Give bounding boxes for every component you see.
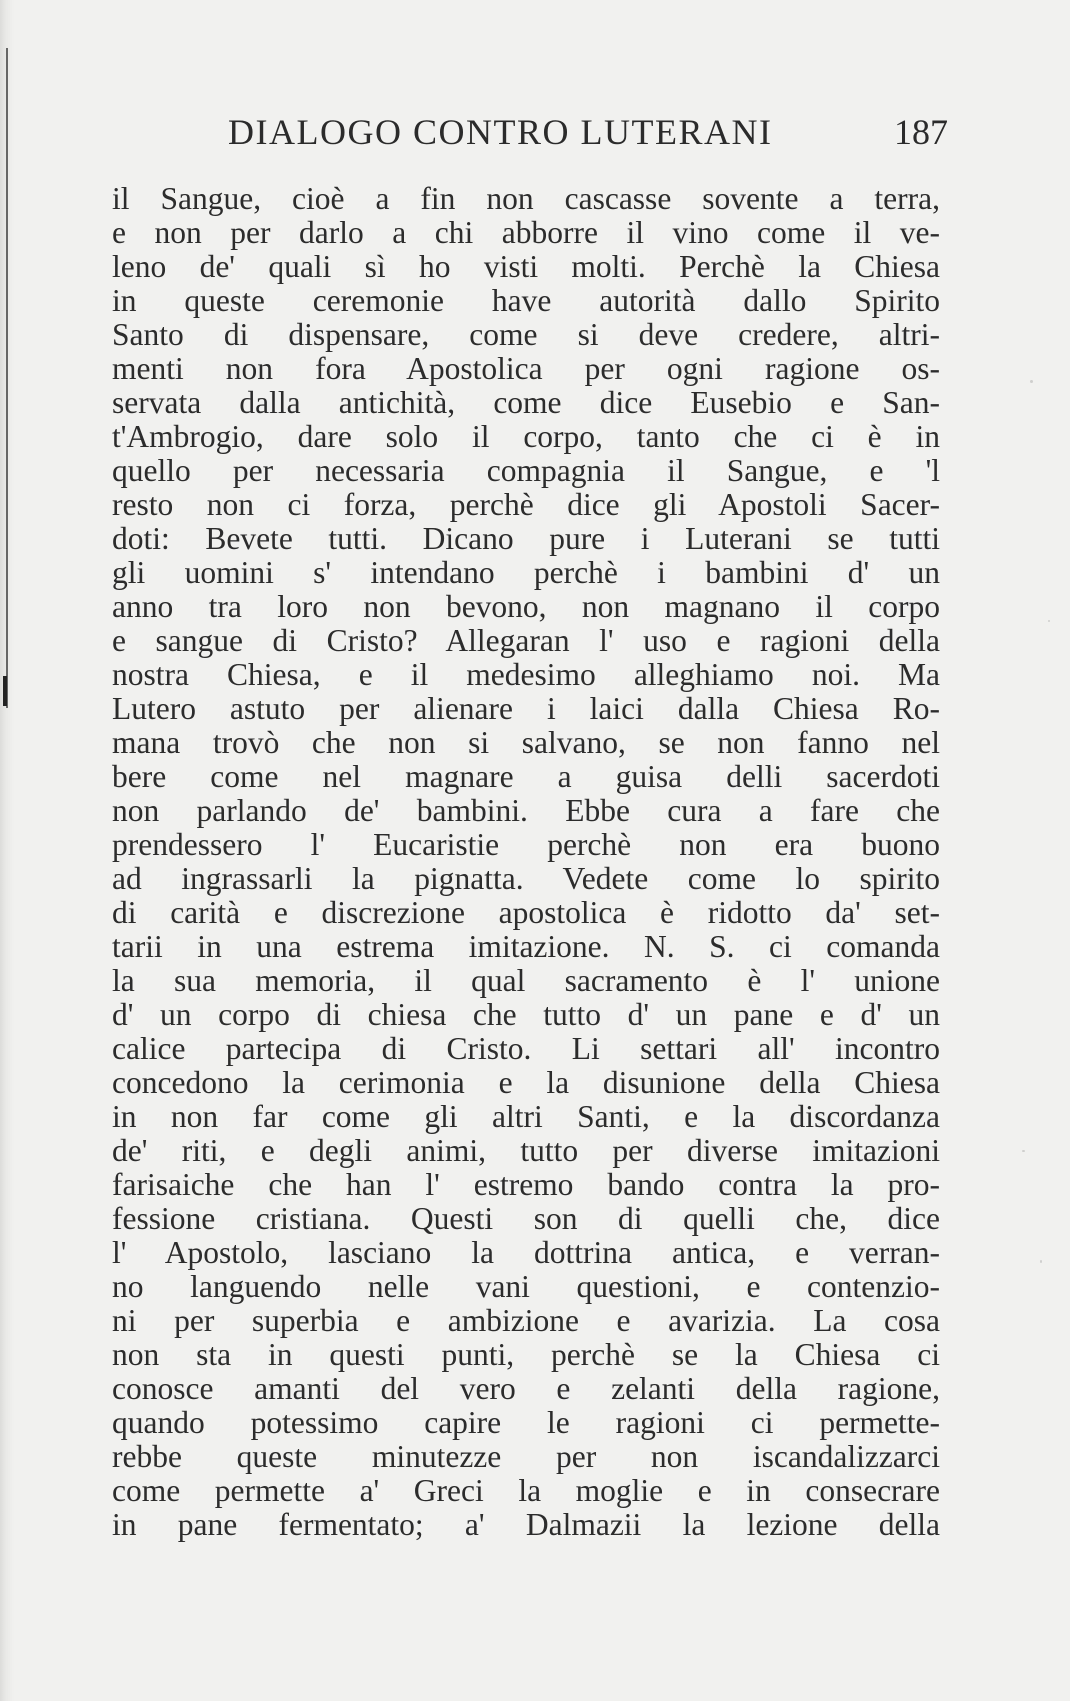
text-line: in queste ceremonie have autorità dallo Spirito bbox=[112, 283, 940, 318]
text-line: nostra Chiesa, e il medesimo alleghiamo noi. Ma bbox=[112, 657, 940, 692]
paper-speck bbox=[1022, 1150, 1025, 1152]
text-line: Lutero astuto per alienare i laici dalla Chiesa Ro- bbox=[112, 691, 940, 726]
text-line: leno de' quali sì ho visti molti. Perchè la Chiesa bbox=[112, 249, 940, 284]
running-title: DIALOGO CONTRO LUTERANI bbox=[228, 112, 773, 152]
text-line: conosce amanti del vero e zelanti della ragione, bbox=[112, 1371, 940, 1406]
text-line: e sangue di Cristo? Allegaran l' uso e ragioni della bbox=[112, 623, 940, 658]
text-line: l' Apostolo, lasciano la dottrina antica, e verran- bbox=[112, 1235, 940, 1270]
text-line: de' riti, e degli animi, tutto per diverse imitazioni bbox=[112, 1133, 940, 1168]
text-line: ni per superbia e ambizione e avarizia. La cosa bbox=[112, 1303, 940, 1338]
text-line: mana trovò che non si salvano, se non fanno nel bbox=[112, 725, 940, 760]
text-line: doti: Bevete tutti. Dicano pure i Luterani se tutti bbox=[112, 521, 940, 556]
text-line: anno tra loro non bevono, non magnano il corpo bbox=[112, 589, 940, 624]
text-line: ad ingrassarli la pignatta. Vedete come lo spirito bbox=[112, 861, 940, 896]
paper-speck bbox=[1040, 1260, 1042, 1263]
text-line: d' un corpo di chiesa che tutto d' un pane e d' un bbox=[112, 997, 940, 1032]
text-line: bere come nel magnare a guisa delli sacerdoti bbox=[112, 759, 940, 794]
text-line: non sta in questi punti, perchè se la Chiesa ci bbox=[112, 1337, 940, 1372]
text-line: t'Ambrogio, dare solo il corpo, tanto che ci è in bbox=[112, 419, 940, 454]
text-line: quello per necessaria compagnia il Sangue, e 'l bbox=[112, 453, 940, 488]
text-line: quando potessimo capire le ragioni ci permette- bbox=[112, 1405, 940, 1440]
text-line: tarii in una estrema imitazione. N. S. ci comanda bbox=[112, 929, 940, 964]
body-text bbox=[112, 182, 940, 1542]
binding-shadow-line bbox=[6, 48, 8, 708]
text-line: di carità e discrezione apostolica è ridotto da' set- bbox=[112, 895, 940, 930]
text-line: no languendo nelle vani questioni, e contenzio- bbox=[112, 1269, 940, 1304]
text-line: fessione cristiana. Questi son di quelli che, dice bbox=[112, 1201, 940, 1236]
text-line: farisaiche che han l' estremo bando contra la pro- bbox=[112, 1167, 940, 1202]
text-line: servata dalla antichità, come dice Eusebio e San- bbox=[112, 385, 940, 420]
text-line: non parlando de' bambini. Ebbe cura a fare che bbox=[112, 793, 940, 828]
text-line: calice partecipa di Cristo. Li settari all' incontro bbox=[112, 1031, 940, 1066]
text-line: Santo di dispensare, come si deve credere, altri- bbox=[112, 317, 940, 352]
paper-speck bbox=[1048, 620, 1050, 622]
text-line: rebbe queste minutezze per non iscandalizzarci bbox=[112, 1439, 940, 1474]
text-line: in pane fermentato; a' Dalmazii la lezione della bbox=[112, 1507, 940, 1542]
text-line: resto non ci forza, perchè dice gli Apostoli Sacer- bbox=[112, 487, 940, 522]
text-line: in non far come gli altri Santi, e la discordanza bbox=[112, 1099, 940, 1134]
text-line: prendessero l' Eucaristie perchè non era buono bbox=[112, 827, 940, 862]
text-line: concedono la cerimonia e la disunione della Chiesa bbox=[112, 1065, 940, 1100]
text-line: la sua memoria, il qual sacramento è l' unione bbox=[112, 963, 940, 998]
paper-speck bbox=[1030, 380, 1033, 383]
text-line: come permette a' Greci la moglie e in consecrare bbox=[112, 1473, 940, 1508]
text-line: e non per darlo a chi abborre il vino come il ve- bbox=[112, 215, 940, 250]
page-header bbox=[228, 110, 948, 154]
text-line: menti non fora Apostolica per ogni ragione os- bbox=[112, 351, 940, 386]
text-line: il Sangue, cioè a fin non cascasse sovente a terra, bbox=[112, 181, 940, 216]
page-number: 187 bbox=[894, 112, 948, 152]
text-line: gli uomini s' intendano perchè i bambini d' un bbox=[112, 555, 940, 590]
binding-mark bbox=[3, 676, 7, 706]
